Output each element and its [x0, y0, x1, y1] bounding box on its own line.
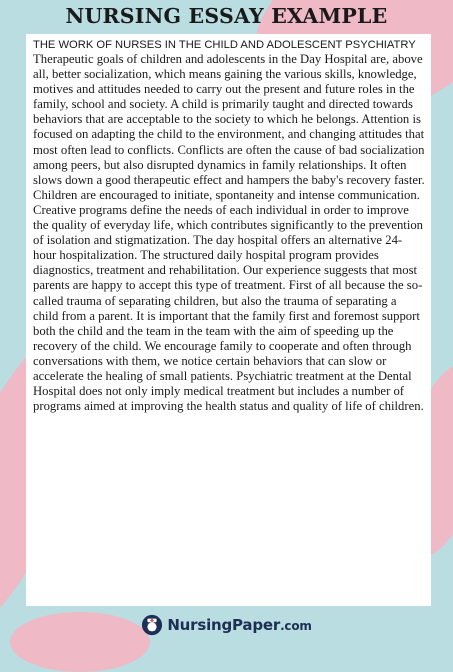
- brand-footer: [0, 612, 453, 638]
- brand-name-part1: Nursing: [167, 616, 233, 634]
- page-title: NURSING ESSAY EXAMPLE: [65, 4, 388, 28]
- brand-name-part2: Paper: [232, 616, 281, 634]
- essay-card: [26, 34, 431, 606]
- essay-heading: THE WORK OF NURSES IN THE CHILD AND ADOLESCENT PSYCHIATRY: [33, 39, 416, 51]
- brand-domain-suffix: .com: [280, 619, 312, 633]
- essay-body: Therapeutic goals of children and adolescents in the Day Hospital are, above all, better socialization, which means gaining the various skills, knowledge, motives and attitudes needed to carry out the present and future roles in the family, school and society. A child is primarily taught and directed towards behaviors that are acceptable to the society to which he belongs. Attention is focused on adapting the child to the environment, and changing attitudes that most often lead to conflicts. Conflicts are often the cause of bad socialization among peers, but also disrupted dynamics in family relationships. It often slows down a good therapeutic effect and hampers the baby's recovery faster. Children are encouraged to initiate, spontaneity and intense communication. Creative programs define the needs of each individual in order to improve the quality of everyday life, which contributes significantly to the prevention of isolation and stigmatization. The day hospital offers an alternative 24-hour hospitalization. The structured daily hospital program provides diagnostics, treatment and rehabilitation. Our experience suggests that most parents are happy to accept this type of treatment. First of all because the so-called trauma of separating children, but also the trauma of separating a child from a parent. It is important that the family first and foremost support both the child and the team in the team with the aim of speeding up the recovery of the child. We encourage family to cooperate and often through conversations with them, we notice certain behaviors that can slow or accelerate the healing of small patients. Psychiatric treatment at the Dental Hospital does not only imply medical treatment but includes a number of programs aimed at improving the health status and quality of life of children.: [33, 52, 425, 414]
- brand-logo-text: [167, 616, 311, 634]
- nurse-head-icon: [141, 614, 163, 636]
